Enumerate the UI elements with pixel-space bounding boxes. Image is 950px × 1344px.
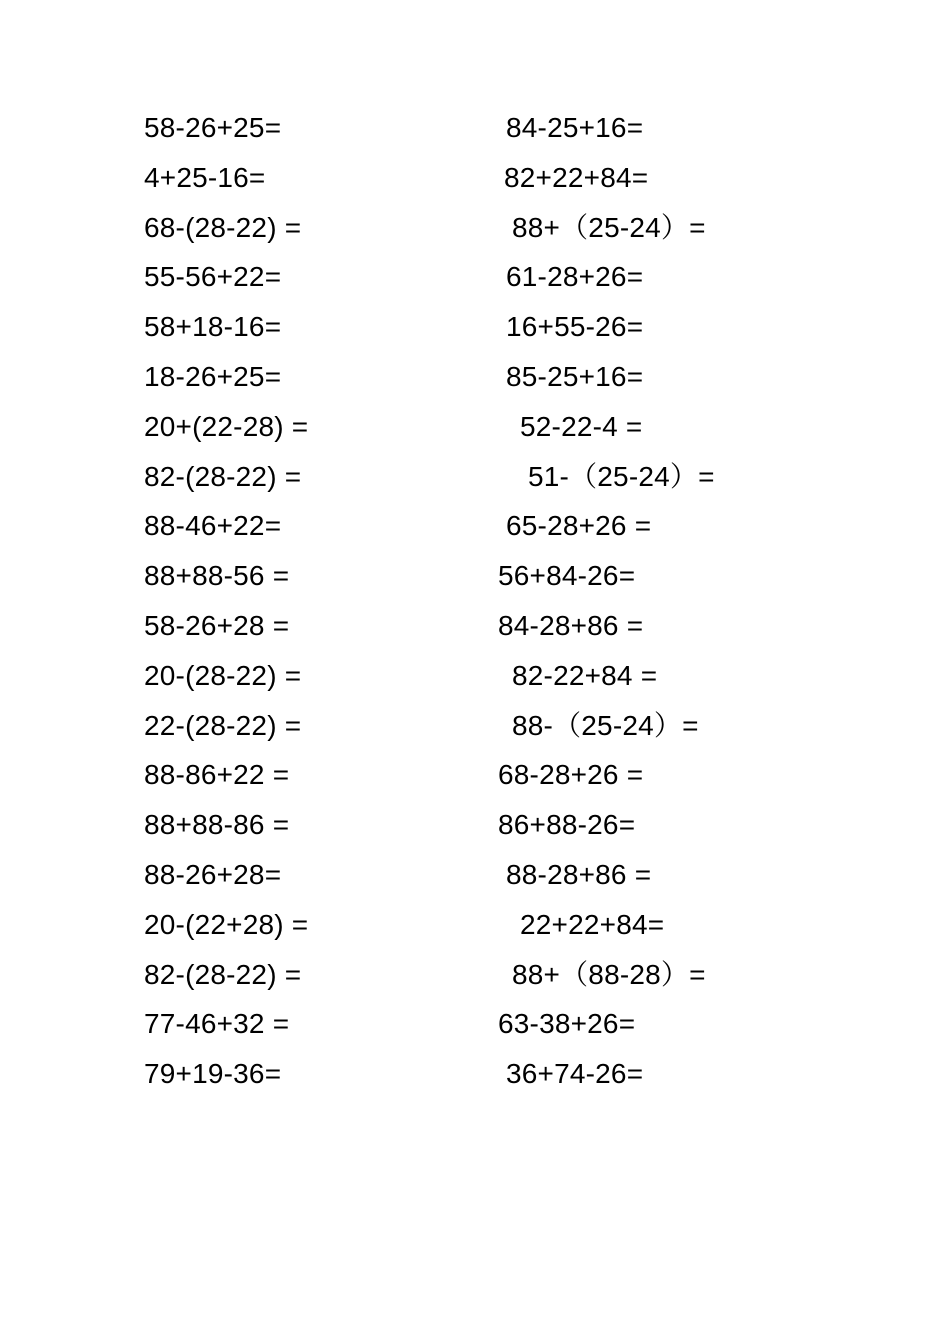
- problem-right: 61-28+26=: [506, 261, 644, 293]
- problem-right: 86+88-26=: [498, 809, 636, 841]
- problem-right: 56+84-26=: [498, 560, 636, 592]
- problem-left: 20-(28-22) =: [144, 659, 302, 691]
- problem-right: 84-25+16=: [506, 112, 644, 143]
- problem-row: [0, 905, 950, 955]
- problem-left: 58-26+25=: [144, 112, 282, 143]
- problem-right: 88+（88-28）=: [512, 958, 706, 990]
- problem-row: [0, 1054, 950, 1104]
- problem-row: [0, 955, 950, 1005]
- problem-left: 88-86+22 =: [144, 759, 290, 791]
- problem-left: 88+88-56 =: [144, 560, 290, 592]
- problem-row: [0, 606, 950, 656]
- problem-row: [0, 556, 950, 606]
- problem-right: 63-38+26=: [498, 1008, 636, 1040]
- problem-left: 55-56+22=: [144, 261, 282, 293]
- problem-left: 58+18-16=: [144, 311, 282, 343]
- problem-left: 18-26+25=: [144, 360, 282, 392]
- problem-left: 82-(28-22) =: [144, 958, 302, 990]
- problem-row: [0, 158, 950, 208]
- problem-left: 20+(22-28) =: [144, 410, 309, 442]
- problem-right: 88-28+86 =: [506, 858, 652, 890]
- problem-row: [0, 108, 950, 158]
- problem-right: 88+（25-24）=: [512, 211, 706, 243]
- problem-right: 84-28+86 =: [498, 609, 644, 641]
- problem-left: 88+88-86 =: [144, 809, 290, 841]
- problem-right: 52-22-4 =: [520, 410, 643, 442]
- problem-right: 82-22+84 =: [512, 659, 658, 691]
- problem-right: 85-25+16=: [506, 360, 644, 392]
- problem-right: 88-（25-24）=: [512, 709, 699, 741]
- problem-left: 20-(22+28) =: [144, 908, 309, 940]
- problem-right: 36+74-26=: [506, 1058, 644, 1090]
- problem-left: 88-46+22=: [144, 510, 282, 542]
- problem-row: [0, 855, 950, 905]
- problem-row: [0, 805, 950, 855]
- problem-right: 22+22+84=: [520, 908, 665, 940]
- problem-left: 58-26+28 =: [144, 609, 290, 641]
- problem-row: [0, 357, 950, 407]
- problem-left: 68-(28-22) =: [144, 211, 302, 243]
- problem-row: [0, 208, 950, 258]
- problem-left: 77-46+32 =: [144, 1008, 290, 1040]
- problem-row: [0, 706, 950, 756]
- problem-right: 68-28+26 =: [498, 759, 644, 791]
- problem-row: [0, 1004, 950, 1054]
- problem-left: 82-(28-22) =: [144, 460, 302, 492]
- problem-left: 4+25-16=: [144, 161, 266, 193]
- problem-row: [0, 457, 950, 507]
- problem-row: [0, 407, 950, 457]
- problem-row: [0, 656, 950, 706]
- problem-right: 82+22+84=: [504, 161, 649, 193]
- problem-left: 22-(28-22) =: [144, 709, 302, 741]
- problem-list: [0, 108, 950, 1104]
- problem-row: [0, 755, 950, 805]
- problem-right: 65-28+26 =: [506, 510, 652, 542]
- problem-row: [0, 257, 950, 307]
- problem-left: 79+19-36=: [144, 1058, 282, 1090]
- problem-row: [0, 307, 950, 357]
- problem-right: 51-（25-24）=: [528, 460, 715, 492]
- problem-row: [0, 506, 950, 556]
- problem-right: 16+55-26=: [506, 311, 644, 343]
- problem-left: 88-26+28=: [144, 858, 282, 890]
